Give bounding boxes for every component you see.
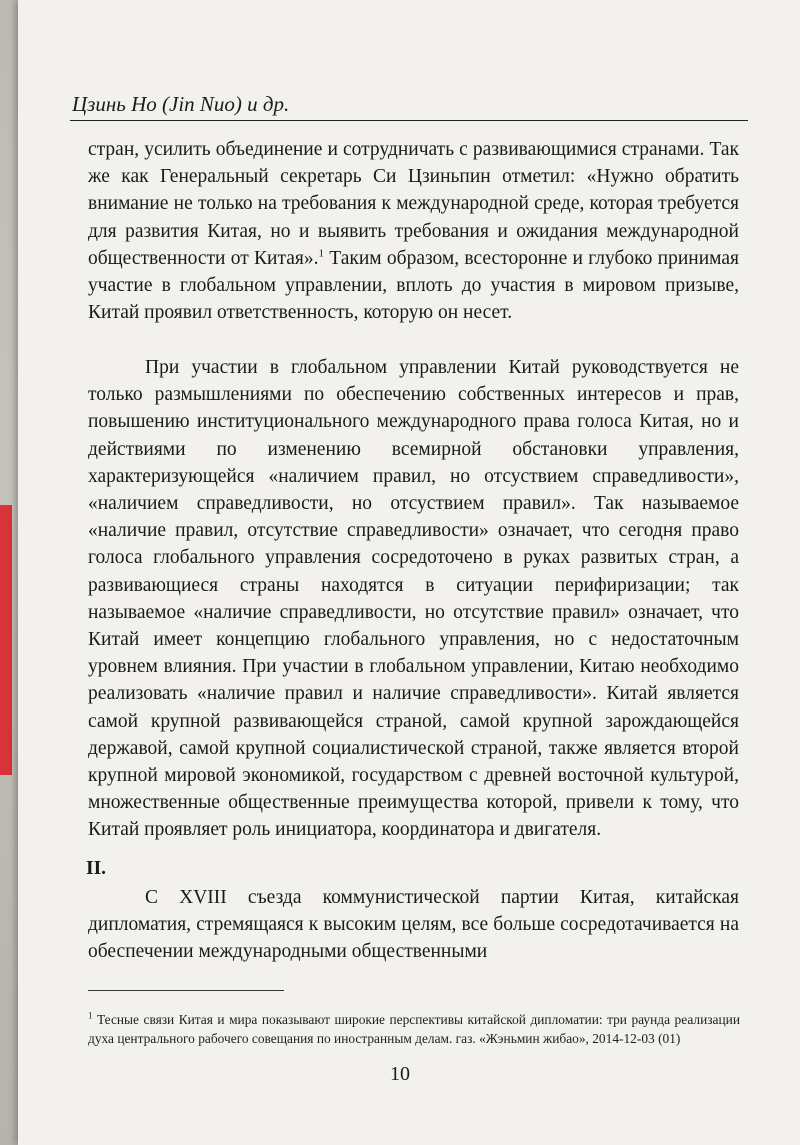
paragraph-section-two	[88, 884, 739, 966]
paragraph-global-governance	[88, 354, 739, 844]
footnote-separator	[88, 990, 284, 991]
red-bookmark-tab	[0, 505, 12, 775]
section-heading: II.	[86, 858, 107, 879]
page-number: 10	[390, 1063, 410, 1085]
footnote-reference: 1	[318, 247, 324, 260]
header-rule	[70, 120, 748, 121]
paragraph-text: С XVIII съезда коммунистической партии Китая, китайская дипломатия, стремящаяся к высоким целям, все больше сосредотачивается на обеспечении международными общественными	[88, 887, 739, 963]
running-header: Цзинь Но (Jin Nuo) и др.	[72, 92, 290, 116]
paragraph-text: стран, усилить объединение и сотрудничать с развивающимися странами. Так же как Генеральный секретарь Си Цзиньпин отметил: «Нужно обратить внимание не только на требования к международной среде, которая требуется для развития Китая, но и выявить требования и ожидания международной общественности от Китая».	[88, 139, 739, 269]
footnote-marker: 1	[88, 1010, 93, 1021]
paragraph-text: При участии в глобальном управлении Китай руководствуется не только размышлениями по обеспечению собственных интересов и прав, повышению институционального международного права голоса Китая, но и действиями по изменению всемирной обстановки управления, характеризующейся «наличием правил, но отсуствием справедливости», «наличием справедливости, но отсуствием правил». Так называемое «наличие правил, отсутствие справедливости» означает, что сегодня право голоса глобального управления сосредоточено в руках развитых стран, а развивающиеся страны находятся в ситуации перифиризации; так называемое «наличие справедливости, но отсутствие правил» означает, что Китай имеет концепцию глобального управления, но с недостаточным уровнем влияния. При участии в глобальном управлении, Китаю необходимо реализовать «наличие правил и наличие справедливости». Китай является самой крупной развивающейся страной, самой крупной зарождающейся державой, самой крупной социалистической страной, также является второй крупной мировой экономикой, государством с древней восточной культурой, множественные общественные преимущества которой, привели к тому, что Китай проявляет роль инициатора, координатора и двигателя.	[88, 357, 739, 841]
paragraph-text: Таким образом, всесторонне и глубоко принимая участие в глобальном управлении, вплоть до участия в мировом призыве, Китай проявил ответственность, которую он несет.	[88, 247, 739, 324]
paragraph-continuation	[88, 136, 739, 326]
footnote	[88, 1010, 740, 1048]
footnote-text: Тесные связи Китая и мира показывают широкие перспективы китайской дипломатии: три раунда реализации духа центрального рабочего совещания по иностранным делам. газ. «Жэньмин жибао», 2014-12-03 (01)	[88, 1012, 740, 1046]
